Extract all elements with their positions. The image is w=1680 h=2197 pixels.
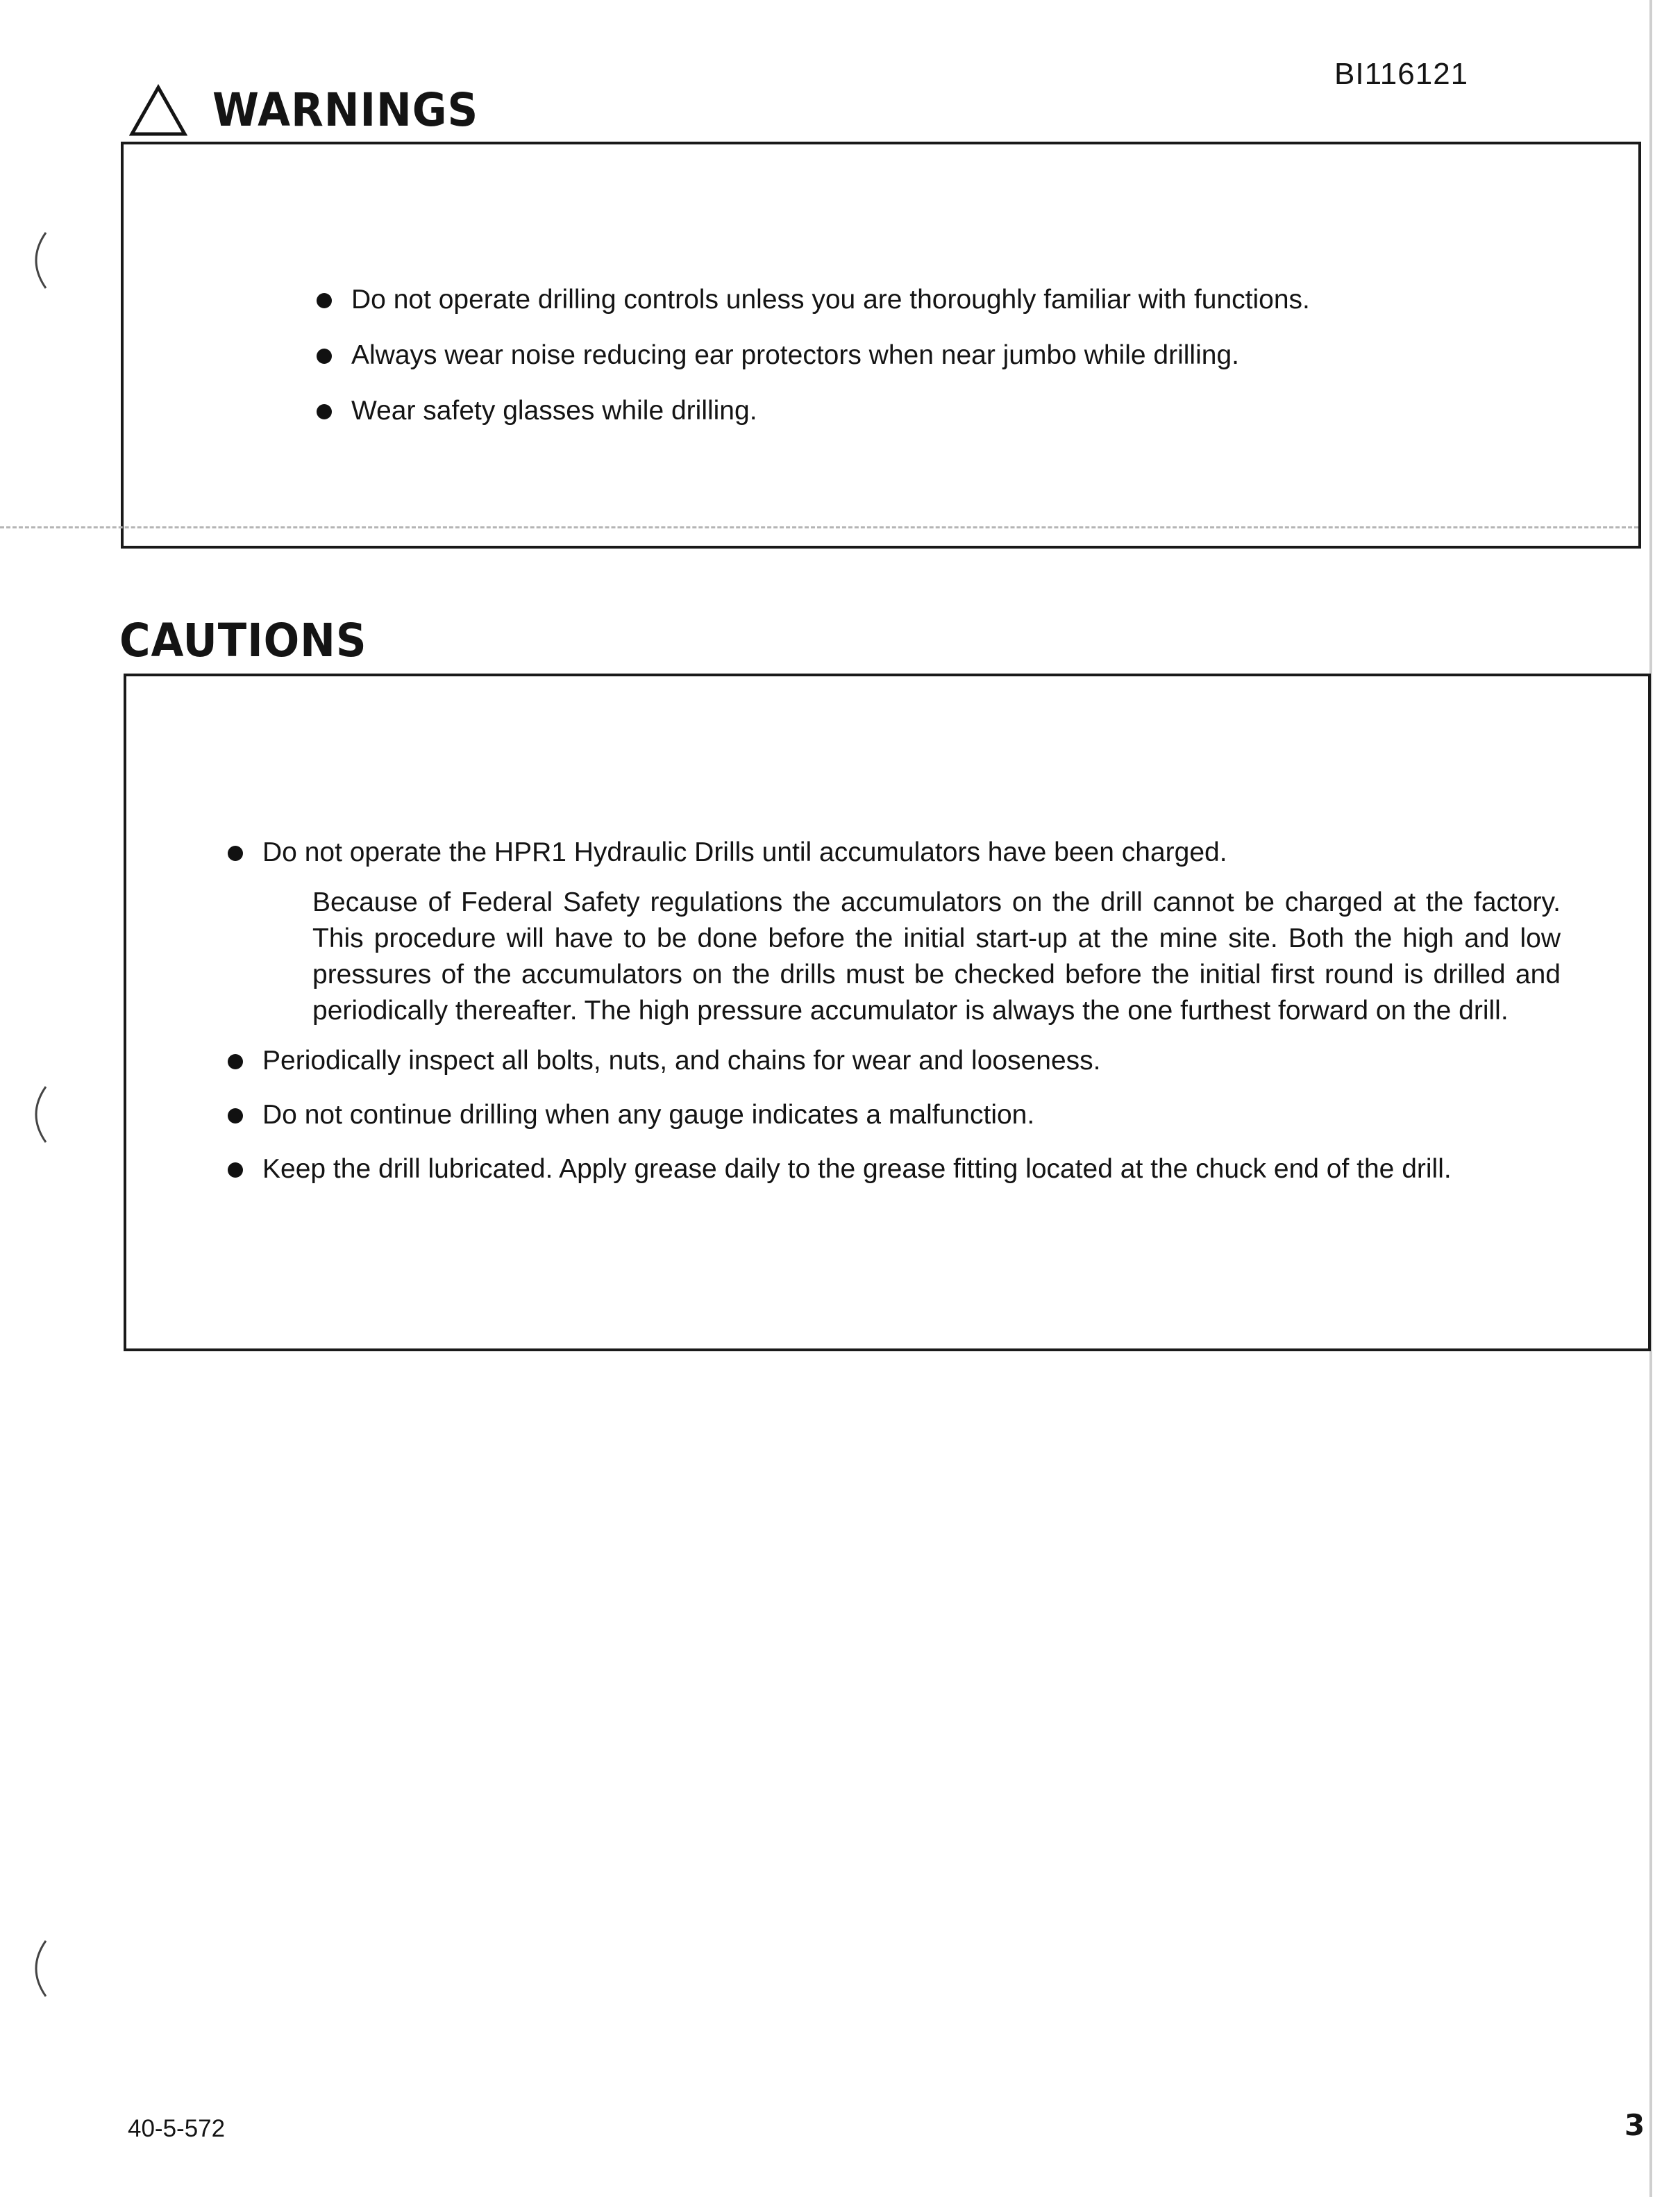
accumulator-note-paragraph: Because of Federal Safety regulations the accumulators on the drill cannot be charged at the factory. This procedure will have to be done before the initial start-up at the mine site. Both the high and low pressures of the accumulators on the drills must be checked before the initial first round is drilled and periodically thereafter. The high pressure accumulator is always the one furthest forward on the drill.: [312, 887, 1561, 1026]
bullet-icon: [317, 349, 332, 364]
scan-dashed-line: [0, 526, 1638, 528]
bullet-icon: [317, 293, 332, 308]
cautions-title: CAUTIONS: [119, 614, 367, 667]
footer-code: 40-5-572: [128, 2115, 226, 2142]
binder-hole-mark-icon: [25, 1083, 53, 1146]
list-item: Do not operate the HPR1 Hydraulic Drills until accumulators have been charged. Because of Federal Safety regulations the accumulators on the drill cannot be charged at the factory. This procedure will have to be done before the initial start-up at the mine site. Both the high and low pressures of the accumulators on the drills must be checked before the initial first round is drilled and periodically thereafter. The high pressure accumulator is always the one furthest forward on the drill.: [228, 836, 1561, 1029]
cautions-list: [228, 836, 1561, 1207]
list-item: Do not continue drilling when any gauge indicates a malfunction.: [228, 1098, 1561, 1132]
bullet-icon: [228, 1108, 243, 1123]
binder-hole-mark-icon: [25, 229, 53, 292]
warnings-list: [317, 283, 1497, 450]
binder-hole-mark-icon: [25, 1937, 53, 2000]
list-item: Do not operate drilling controls unless you are thoroughly familiar with functions.: [317, 283, 1497, 317]
bullet-icon: [228, 1162, 243, 1178]
bullet-icon: [228, 1054, 243, 1069]
list-item: Wear safety glasses while drilling.: [317, 394, 1497, 428]
bullet-icon: [317, 404, 332, 419]
warning-triangle-icon: [129, 84, 187, 137]
warnings-title: WARNINGS: [212, 83, 479, 137]
list-item: Periodically inspect all bolts, nuts, and chains for wear and looseness.: [228, 1044, 1561, 1078]
warnings-heading: [129, 83, 501, 137]
page-number: 3: [1624, 2108, 1645, 2142]
document-id: BI116121: [1334, 57, 1469, 91]
bullet-icon: [228, 846, 243, 861]
list-item: Always wear noise reducing ear protectors when near jumbo while drilling.: [317, 339, 1497, 372]
list-item: Keep the drill lubricated. Apply grease daily to the grease fitting located at the chuck end of the drill.: [228, 1153, 1561, 1186]
